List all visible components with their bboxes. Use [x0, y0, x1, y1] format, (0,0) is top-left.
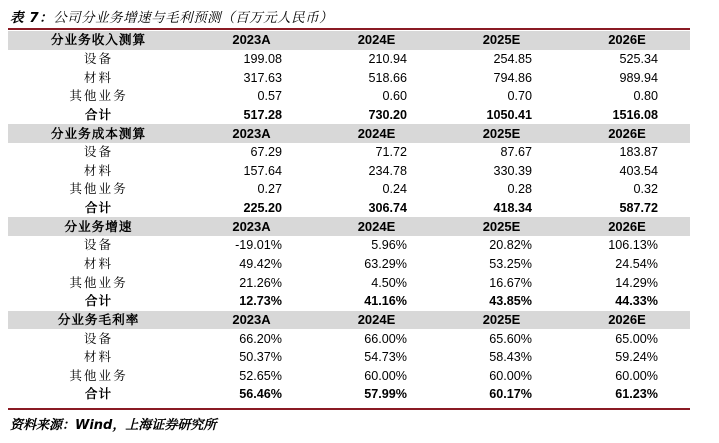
value-cell: 5.96% [371, 238, 407, 253]
value-cell: 989.94 [619, 70, 658, 85]
forecast-table [8, 31, 690, 404]
value-cell: 0.24 [382, 182, 407, 197]
row-label: 设备 [83, 50, 114, 66]
value-cell: 403.54 [619, 163, 658, 178]
value-cell: 0.57 [257, 89, 282, 104]
value-cell: 0.32 [633, 182, 658, 197]
total-value-cell: 60.17% [489, 387, 532, 402]
value-cell: 60.00% [615, 368, 658, 383]
value-cell: 66.20% [239, 331, 282, 346]
value-cell: 21.26% [239, 275, 282, 290]
value-cell: 54.73% [364, 350, 407, 365]
value-cell: -19.01% [235, 238, 282, 253]
value-cell: 518.66 [368, 70, 407, 85]
section-header-row [8, 311, 690, 330]
value-cell: 4.50% [371, 275, 407, 290]
table-caption [10, 6, 333, 26]
section-header-row [8, 31, 690, 50]
year-header: 2024E [314, 217, 439, 236]
total-value-cell: 56.46% [239, 387, 282, 402]
table-row [8, 161, 690, 180]
total-value-cell: 306.74 [368, 201, 407, 216]
source-note: 资料来源：Wind，上海证券研究所 [10, 418, 217, 433]
value-cell: 0.27 [257, 182, 282, 197]
section-title: 分业务成本测算 [8, 124, 189, 143]
value-cell: 65.60% [489, 331, 532, 346]
value-cell: 210.94 [368, 51, 407, 66]
row-label: 材料 [83, 162, 114, 178]
table-row [8, 348, 690, 367]
total-value-cell: 44.33% [615, 294, 658, 309]
total-value-cell: 12.73% [239, 294, 282, 309]
year-header: 2025E [439, 124, 564, 143]
value-cell: 60.00% [364, 368, 407, 383]
total-value-cell: 43.85% [489, 294, 532, 309]
total-value-cell: 730.20 [368, 107, 407, 122]
value-cell: 65.00% [615, 331, 658, 346]
total-value-cell: 1516.08 [612, 107, 658, 122]
total-row [8, 292, 690, 311]
year-header: 2023A [189, 311, 314, 330]
value-cell: 794.86 [493, 70, 532, 85]
total-row [8, 199, 690, 218]
year-header: 2025E [439, 311, 564, 330]
value-cell: 157.64 [243, 163, 282, 178]
year-header: 2023A [189, 217, 314, 236]
bottom-rule [8, 408, 690, 410]
section-header-row [8, 217, 690, 236]
value-cell: 66.00% [364, 331, 407, 346]
row-label: 设备 [83, 330, 114, 346]
caption-prefix: 表 7： [10, 10, 54, 26]
total-value-cell: 418.34 [493, 201, 532, 216]
table-row [8, 68, 690, 87]
value-cell: 234.78 [368, 163, 407, 178]
value-cell: 525.34 [619, 51, 658, 66]
total-label: 合计 [84, 106, 113, 122]
value-cell: 330.39 [493, 163, 532, 178]
value-cell: 199.08 [243, 51, 282, 66]
total-value-cell: 57.99% [364, 387, 407, 402]
year-header: 2025E [439, 217, 564, 236]
year-header: 2025E [439, 31, 564, 50]
row-label: 设备 [83, 237, 114, 253]
table-row [8, 180, 690, 199]
value-cell: 71.72 [375, 145, 407, 160]
total-label: 合计 [84, 386, 113, 402]
row-label: 其他业务 [69, 88, 128, 104]
value-cell: 87.67 [500, 145, 532, 160]
row-label: 其他业务 [69, 367, 128, 383]
year-header: 2024E [314, 124, 439, 143]
total-value-cell: 517.28 [243, 107, 282, 122]
row-label: 其他业务 [69, 181, 128, 197]
total-label: 合计 [84, 293, 113, 309]
row-label: 设备 [83, 144, 114, 160]
value-cell: 67.29 [250, 145, 282, 160]
value-cell: 59.24% [615, 350, 658, 365]
total-value-cell: 1050.41 [486, 107, 532, 122]
table-row [8, 50, 690, 69]
section-title: 分业务毛利率 [8, 311, 189, 330]
row-label: 材料 [83, 349, 114, 365]
table-row [8, 255, 690, 274]
row-label: 材料 [83, 256, 114, 271]
table-row [8, 367, 690, 386]
year-header: 2024E [314, 31, 439, 50]
value-cell: 63.29% [364, 257, 407, 271]
section-title: 分业务增速 [8, 217, 189, 236]
total-value-cell: 225.20 [243, 201, 282, 216]
value-cell: 0.60 [382, 89, 407, 104]
year-header: 2024E [314, 311, 439, 330]
value-cell: 58.43% [489, 350, 532, 365]
year-header: 2026E [564, 124, 690, 143]
total-value-cell: 61.23% [615, 387, 658, 402]
value-cell: 24.54% [615, 257, 658, 271]
year-header: 2026E [564, 311, 690, 330]
value-cell: 0.70 [507, 89, 532, 104]
section-title: 分业务收入测算 [8, 31, 189, 50]
year-header: 2023A [189, 31, 314, 50]
row-label: 其他业务 [69, 274, 128, 290]
value-cell: 317.63 [243, 70, 282, 85]
value-cell: 0.28 [507, 182, 532, 197]
total-value-cell: 41.16% [364, 294, 407, 309]
value-cell: 20.82% [489, 238, 532, 253]
year-header: 2026E [564, 217, 690, 236]
value-cell: 254.85 [493, 51, 532, 66]
value-cell: 0.80 [633, 89, 658, 104]
total-value-cell: 587.72 [619, 201, 658, 216]
row-label: 材料 [83, 69, 114, 85]
value-cell: 106.13% [608, 238, 658, 253]
table-row [8, 273, 690, 292]
table-row [8, 329, 690, 348]
caption-text: 公司分业务增速与毛利预测（百万元人民币） [53, 10, 334, 26]
value-cell: 16.67% [489, 275, 532, 290]
total-row [8, 106, 690, 125]
total-label: 合计 [84, 200, 113, 216]
value-cell: 183.87 [619, 145, 658, 160]
value-cell: 53.25% [489, 257, 532, 271]
value-cell: 50.37% [239, 350, 282, 365]
table-row [8, 236, 690, 255]
value-cell: 60.00% [489, 368, 532, 383]
total-row [8, 385, 690, 404]
value-cell: 14.29% [615, 275, 658, 290]
year-header: 2026E [564, 31, 690, 50]
value-cell: 49.42% [239, 257, 282, 271]
year-header: 2023A [189, 124, 314, 143]
section-header-row [8, 124, 690, 143]
value-cell: 52.65% [239, 368, 282, 383]
table-row [8, 87, 690, 106]
top-rule [8, 28, 690, 30]
table-row [8, 143, 690, 162]
